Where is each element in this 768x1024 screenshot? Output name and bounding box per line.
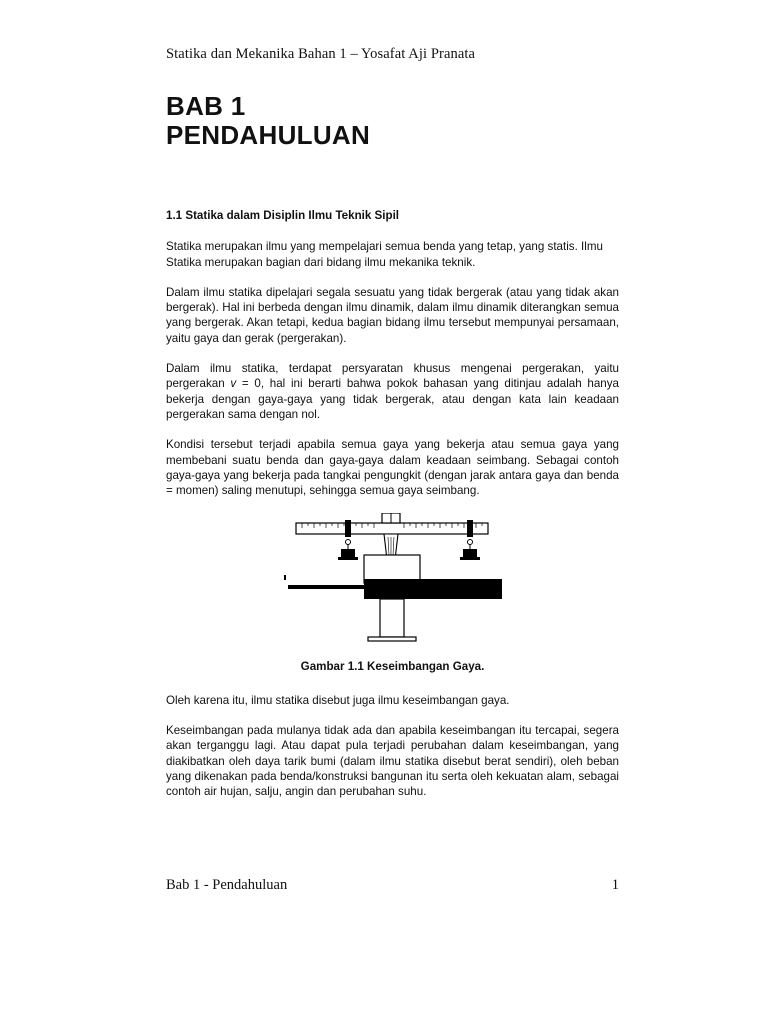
beam-ruler (296, 523, 488, 534)
paragraph-6: Keseimbangan pada mulanya tidak ada dan apabila keseimbangan itu tercapai, segera akan terganggu lagi. Atau dapat pula terjadi perubahan dalam keseimbangan, yang diakibatkan oleh daya tarik bumi (dalam ilmu statika disebut berat sendiri), oleh beban yang dikenakan pada benda/konstruksi bangunan itu serta oleh kekuatan alam, sebagai contoh air hujan, salju, angin dan perubahan suhu. (166, 724, 619, 799)
balance-figure (166, 513, 619, 653)
scale-box (364, 555, 420, 583)
left-weight (341, 549, 355, 557)
paragraph-3-text-a: Dalam ilmu statika, terdapat persyaratan khusus mengenai pergerakan, yaitu pergerakan (166, 362, 619, 391)
chapter-title (166, 92, 370, 150)
section-heading: 1.1 Statika dalam Disiplin Ilmu Teknik Sipil (166, 209, 400, 222)
page-number: 1 (611, 877, 619, 893)
running-header: Statika dan Mekanika Bahan 1 – Yosafat Aji Pranata (166, 46, 476, 62)
chapter-body (166, 208, 619, 815)
table-edge-left (288, 585, 364, 589)
balance-scale-illustration (284, 513, 508, 647)
right-clamp (467, 520, 473, 537)
left-clamp (345, 520, 351, 537)
paragraph-2: Dalam ilmu statika dipelajari segala sesuatu yang tidak bergerak (atau yang tidak akan bergerak). Hal ini berbeda dengan ilmu dinamik, dalam ilmu dinamik diterangkan semua yang bergerak. Akan tetapi, kedua bagian bidang ilmu tersebut mempunyai persamaan, yaitu gaya dan gerak (pergerakan). (166, 285, 619, 345)
chapter-name: PENDAHULUAN (166, 120, 371, 150)
table-slab (364, 579, 502, 599)
velocity-variable: v (230, 377, 237, 391)
paragraph-5: Oleh karena itu, ilmu statika disebut juga ilmu keseimbangan gaya. (166, 693, 510, 707)
paragraph-1: Statika merupakan ilmu yang mempelajari semua benda yang tetap, yang statis. Ilmu Statika merupakan bagian dari bidang ilmu mekanika teknik. (166, 240, 603, 269)
paragraph-4: Kondisi tersebut terjadi apabila semua gaya yang bekerja atau semua gaya yang membebani suatu benda dan gaya-gaya dalam keadaan seimbang. Sebagai contoh gaya-gaya yang bekerja pada tangkai pengungkit (dengan jarak antara gaya dan benda = momen) saling menutupi, sehingga semua gaya seimbang. (166, 438, 619, 498)
stand-base (368, 637, 416, 641)
right-weight (463, 549, 477, 557)
stand-column (380, 599, 404, 637)
paragraph-3-text-b: = 0, hal ini berarti bahwa pokok bahasan yang ditinjau adalah hanya bekerja dengan gaya-gaya yang tidak bergerak, atau dengan kata lain keadaan pergerakan sama dengan nol. (166, 377, 619, 421)
chapter-number: BAB 1 (166, 91, 246, 121)
figure-caption: Gambar 1.1 Keseimbangan Gaya. (300, 660, 485, 674)
paragraph-3 (166, 361, 619, 422)
footer-chapter-label: Bab 1 - Pendahuluan (166, 877, 288, 893)
